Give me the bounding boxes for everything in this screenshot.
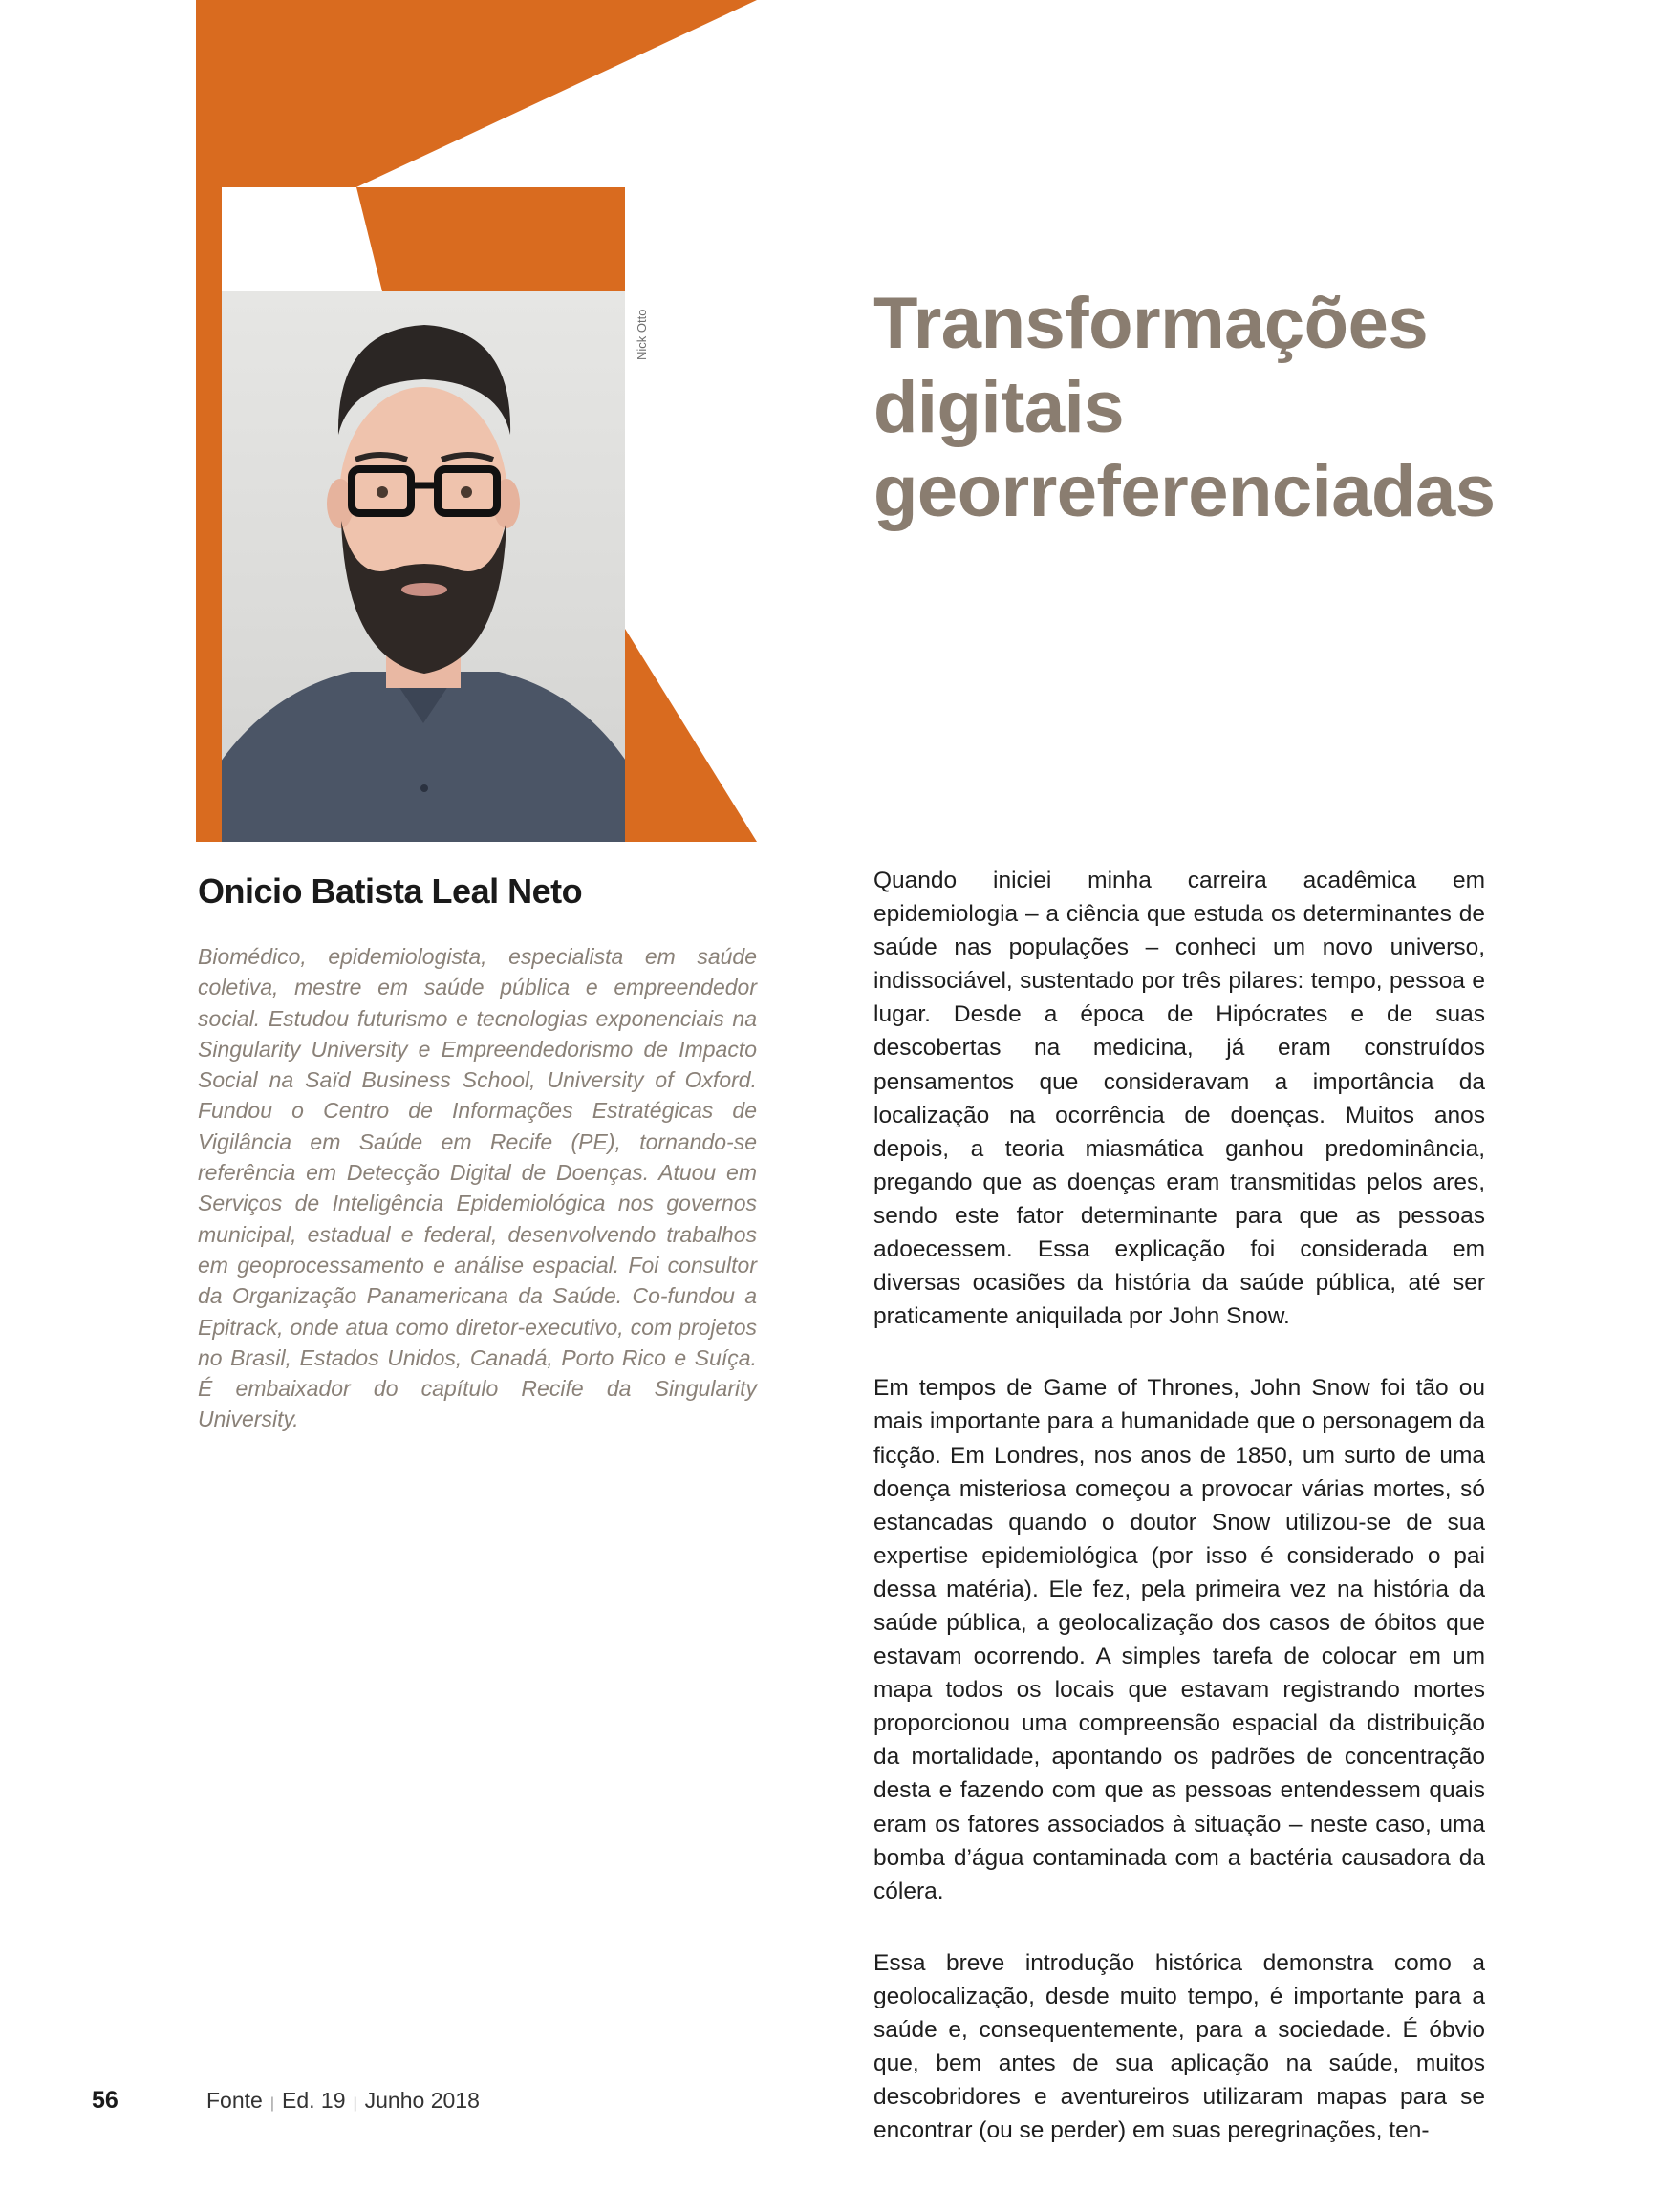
footer-separator: | [353, 2095, 357, 2112]
author-name: Onicio Batista Leal Neto [198, 871, 583, 911]
edition-number: Ed. 19 [281, 2088, 346, 2113]
title-line-1: Transformações [873, 283, 1429, 364]
orange-left-strip [196, 187, 222, 842]
orange-right-triangle [625, 629, 757, 842]
title-line-2: digitais [873, 367, 1125, 448]
author-bio: Biomédico, epidemiologista, especialista em saúde coletiva, mestre em saúde pública e empreendedor social. Estudou futurismo e tecnologias exponenciais na Singularity University e Empreendedorismo de Impacto Social na Saïd Business School, University of Oxford. Fundou o Centro de Informações Estratégicas de Vigilância em Saúde em Recife (PE), tornando-se referência em Detecção Digital de Doenças. Atuou em Serviços de Inteligência Epidemiológica nos governos municipal, estadual e federal, desenvolvendo trabalhos em geoprocessamento e análise espacial. Foi consultor da Organização Panamericana da Saúde. Co-fundou a Epitrack, onde atua como diretor-executivo, com projetos no Brasil, Estados Unidos, Canadá, Porto Rico e Suíça. É embaixador do capítulo Recife da Singularity University. [198, 944, 757, 1432]
article-body [873, 864, 1485, 2185]
orange-top-band [196, 0, 757, 187]
footer-separator: | [269, 2095, 274, 2112]
body-paragraph-3: Essa breve introdução histórica demonstra como a geolocalização, desde muito tempo, é importante para a saúde e, consequentemente, para a sociedade. É óbvio que, bem antes de sua aplicação na saúde, muitos descobridores e aventureiros utilizaram mapas para se encontrar (ou se perder) em suas peregrinações, ten- [873, 1949, 1485, 2144]
publication-name: Fonte [206, 2088, 263, 2113]
page-number: 56 [92, 2087, 118, 2114]
body-paragraph-2: Em tempos de Game of Thrones, John Snow foi tão ou mais importante para a humanidade que o personagem da ficção. Em Londres, nos anos de 1850, um surto de uma doença misteriosa começou a provocar várias mortes, só estancadas quando o doutor Snow utilizou-se de sua expertise epidemiológica (por isso é considerado o pai dessa matéria). Ele fez, pela primeira vez na história da saúde pública, a geolocalização dos casos de óbitos que estavam ocorrendo. A simples tarefa de colocar em um mapa todos os locais que estavam registrando mortes proporcionou uma compreensão espacial da distribuição da mortalidade, apontando os padrões de concentração desta e fazendo com que as pessoas entendessem quais eram os fatores associados à situação – neste caso, uma bomba d’água contaminada com a bactéria causadora da cólera. [873, 1375, 1485, 1904]
author-photo [222, 291, 625, 842]
orange-upper-wedge [356, 187, 625, 291]
issue-date: Junho 2018 [364, 2088, 480, 2113]
article-title [873, 282, 1562, 534]
page-footer [92, 2087, 480, 2125]
photo-credit: Nick Otto [635, 309, 649, 360]
body-paragraph-1: Quando iniciei minha carreira acadêmica em epidemiologia – a ciência que estuda os determinantes de saúde nas populações – conheci um novo universo, indissociável, sustentado por três pilares: tempo, pessoa e lugar. Desde a época de Hipócrates e de suas descobertas na medicina, já eram construídos pensamentos que consideravam a importância da localização na ocorrência de doenças. Muitos anos depois, a teoria miasmática ganhou predominância, pregando que as doenças eram transmitidas pelos ares, sendo este fator determinante para que as pessoas adoecessem. Essa explicação foi considerada em diversas ocasiões da história da saúde pública, até ser praticamente aniquilada por John Snow. [873, 868, 1485, 1330]
title-line-3: georreferenciadas [873, 451, 1496, 532]
